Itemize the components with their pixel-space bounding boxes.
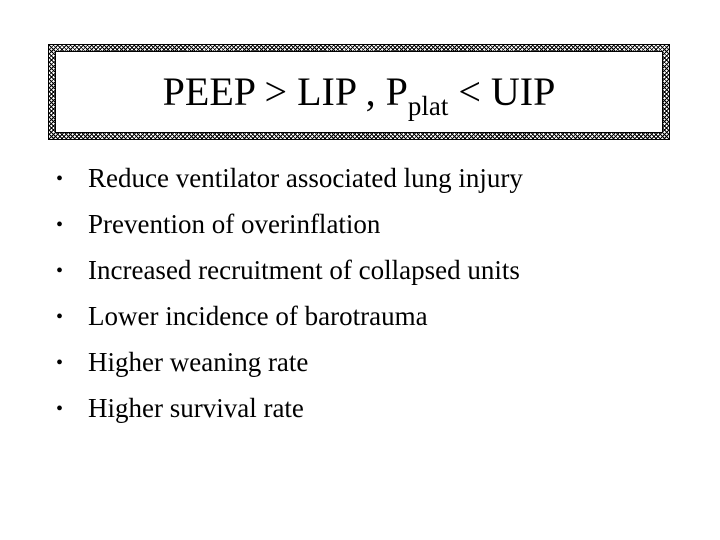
bullet-icon: • xyxy=(56,168,64,190)
bullet-icon: • xyxy=(56,260,64,282)
title-box xyxy=(55,51,663,133)
title-main: PEEP > LIP , P xyxy=(162,69,408,114)
bullet-item xyxy=(56,209,523,255)
title-end: < UIP xyxy=(448,69,556,114)
bullet-item xyxy=(56,255,523,301)
bullet-icon: • xyxy=(56,352,64,374)
bullet-icon: • xyxy=(56,306,64,328)
bullet-text: Higher weaning rate xyxy=(88,347,309,377)
slide-title xyxy=(162,69,556,121)
bullet-item xyxy=(56,347,523,393)
bullet-icon: • xyxy=(56,398,64,420)
bullet-text: Higher survival rate xyxy=(88,393,304,423)
bullet-text: Increased recruitment of collapsed units xyxy=(88,255,520,285)
bullet-item xyxy=(56,163,523,209)
bullet-text: Prevention of overinflation xyxy=(88,209,381,239)
bullet-icon: • xyxy=(56,214,64,236)
bullet-list xyxy=(56,163,523,439)
bullet-text: Reduce ventilator associated lung injury xyxy=(88,163,523,193)
title-frame xyxy=(48,44,670,140)
title-subscript: plat xyxy=(407,91,449,121)
bullet-item xyxy=(56,301,523,347)
bullet-text: Lower incidence of barotrauma xyxy=(88,301,428,331)
bullet-item xyxy=(56,393,523,439)
